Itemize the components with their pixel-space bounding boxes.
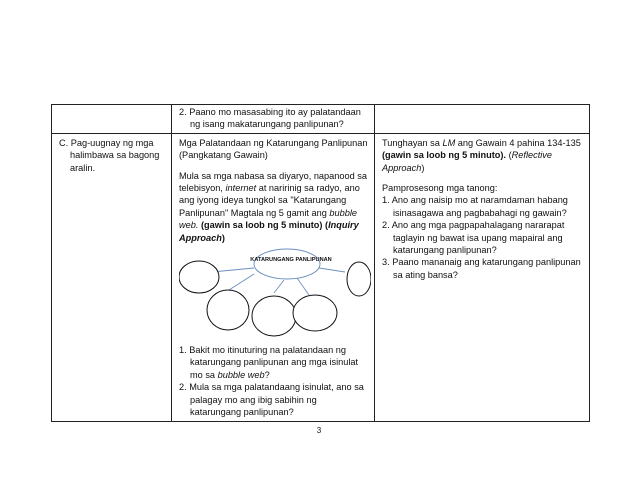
- section-label: C. Pag-uugnay ng mga halimbawa sa bagong aralin.: [59, 137, 160, 173]
- cell-empty: [375, 105, 590, 134]
- question-1: 1. Bakit mo itinuturing na palatandaan ng katarungang panlipunan ang mga isinulat mo sa bubble web?: [179, 345, 359, 380]
- cell-reflection: [375, 133, 590, 421]
- question-2: 2. Mula sa mga palatandaang isinulat, ano sa palagay mo ang ibig sabihin ng katarungang panlipunan?: [179, 382, 364, 418]
- reference-note: (gawin sa loob ng 5 minuto). (Reflective Approach): [382, 150, 552, 173]
- processing-question: 1. Ano ang naisip mo at naramdaman habang isinasagawa ang pagbabahagi ng gawain?: [382, 195, 568, 218]
- bubble-node: [293, 295, 337, 331]
- cell-activity: [172, 133, 375, 421]
- bubble-node: [179, 261, 219, 293]
- bubble-web-diagram: [179, 248, 370, 338]
- activity-instructions: Mula sa mga nabasa sa diyaryo, napanood sa telebisyon, internet at naririnig sa radyo, ano ang iyong ideya tungkol sa "Katarungang Panlipunan" Magtala ng 5 gamit ang bubble web. (gawin sa loob ng 5 minuto) (Inquiry Approach): [179, 170, 367, 243]
- processing-question: 3. Paano mananaig ang katarungang panlipunan sa ating bansa?: [382, 257, 581, 280]
- cell-question: [172, 105, 375, 134]
- bubble-node: [207, 290, 249, 330]
- processing-question: 2. Ano ang mga pagpapahalagang nararapat taglayin ng bawat isa upang mapairal ang katarungang panlipunan?: [382, 220, 565, 256]
- table-row: [52, 105, 590, 134]
- reference-line: Tunghayan sa LM ang Gawain 4 pahina 134-135: [382, 137, 581, 148]
- question-text: 2. Paano mo masasabing ito ay palatandaan ng isang makatarungang panlipunan?: [179, 107, 361, 130]
- processing-heading: Pamprosesong mga tanong:: [382, 183, 498, 194]
- bubble-hub: [254, 249, 320, 279]
- cell-section-label: [52, 133, 172, 421]
- cell-empty: [52, 105, 172, 134]
- bubble-node: [347, 262, 371, 296]
- bubble-node: [252, 296, 296, 336]
- page-number: 3: [316, 426, 322, 435]
- bubble-hub-label: KATARUNGANG PANLIPUNAN: [250, 257, 332, 264]
- table-row: [52, 133, 590, 421]
- lesson-table: [51, 104, 590, 422]
- activity-title: Mga Palatandaan ng Katarungang Panlipunan (Pangkatang Gawain): [179, 137, 368, 161]
